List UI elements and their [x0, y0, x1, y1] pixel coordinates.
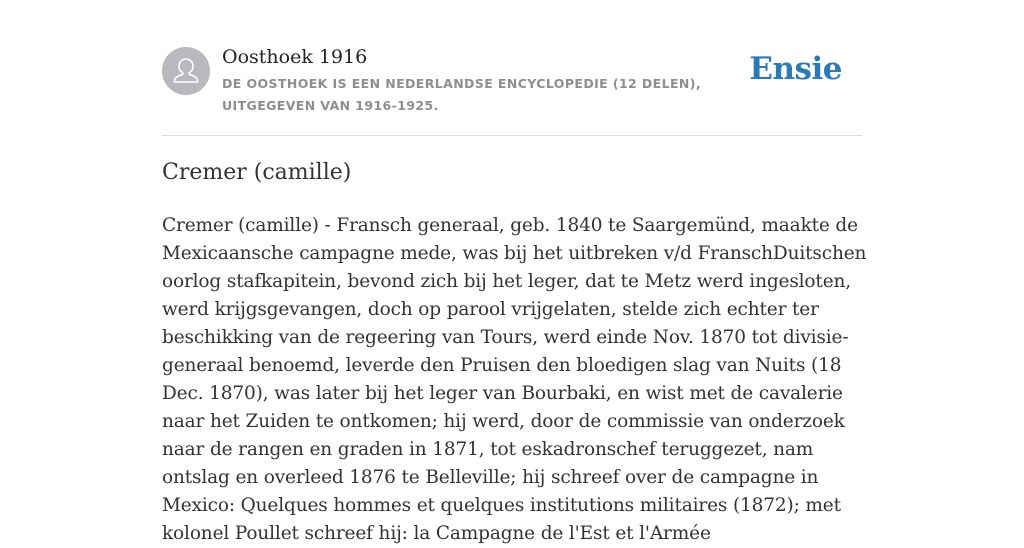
- ensie-logo[interactable]: Ensie: [749, 51, 842, 87]
- article-body: Cremer (camille) - Fransch generaal, geb. 1840 te Saargemünd, maakte de Mexicaansche campagne mede, was bij het uitbreken v/d FranschDuitschen oorlog stafkapitein, bevond zich bij het leger, dat te Metz werd ingesloten, werd krijgsgevangen, doch op parool vrijgelaten, stelde zich echter ter beschikking van de regeering van Tours, werd einde Nov. 1870 tot divisie-generaal benoemd, leverde den Pruisen den bloedigen slag van Nuits (18 Dec. 1870), was later bij het leger van Bourbaki, en wist met de cavalerie naar het Zuiden te ontkomen; hij werd, door de commissie van onderzoek naar de rangen en graden in 1871, tot eskadronschef teruggezet, nam ontslag en overleed 1876 te Belleville; hij schreef over de campagne in Mexico: Quelques hommes et quelques institutions militaires (1872); met kolonel Poullet schreef hij: la Campagne de l'Est et l'Armée: [162, 215, 867, 544]
- source-title[interactable]: Oosthoek 1916: [222, 46, 368, 68]
- article-title: Cremer (camille): [162, 160, 352, 185]
- source-header: [162, 46, 862, 136]
- header-divider: [162, 135, 862, 136]
- user-silhouette-icon[interactable]: [162, 47, 210, 95]
- source-description: DE OOSTHOEK IS EEN NEDERLANDSE ENCYCLOPEDIE (12 DELEN), UITGEGEVEN VAN 1916-1925.: [222, 76, 702, 113]
